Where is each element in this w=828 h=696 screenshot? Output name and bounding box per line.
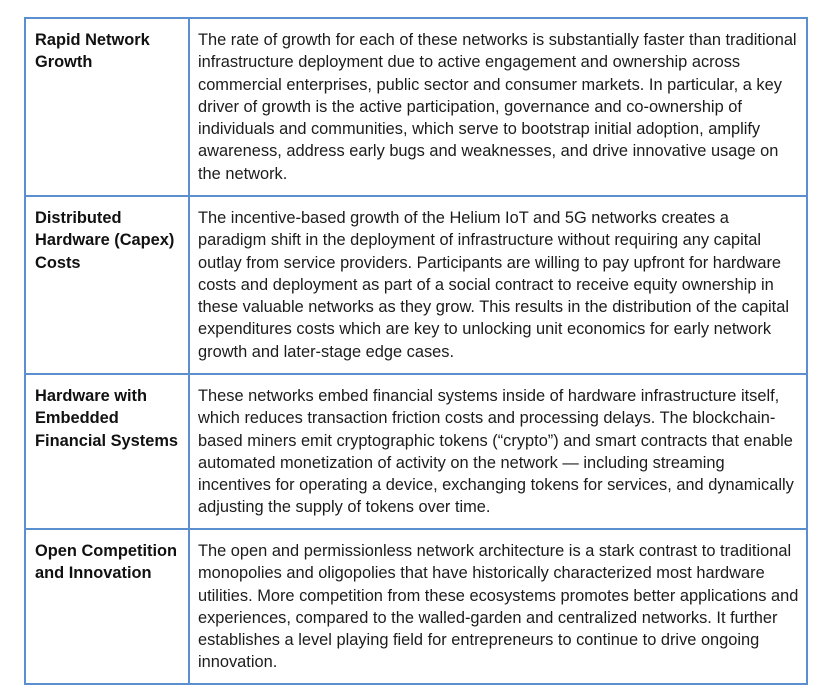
table-row [25, 18, 807, 196]
table-row [25, 374, 807, 529]
row-term-embedded-financial-systems: Hardware with Embedded Financial Systems [25, 374, 189, 529]
row-description-open-competition: The open and permissionless network architecture is a stark contrast to traditional monopolies and oligopolies that have historically characterized most hardware utilities. More competition from these ecosystems promotes better applications and experiences, compared to the walled-garden and centralized networks. It further establishes a level playing field for entrepreneurs to continue to drive ongoing innovation. [189, 529, 807, 684]
row-term-rapid-network-growth: Rapid Network Growth [25, 18, 189, 196]
row-term-distributed-hardware-costs: Distributed Hardware (Capex) Costs [25, 196, 189, 374]
row-description-distributed-hardware-costs: The incentive-based growth of the Helium IoT and 5G networks creates a paradigm shift in the deployment of infrastructure without requiring any capital outlay from service providers. Participants are willing to pay upfront for hardware costs and deployment as part of a social contract to receive equity ownership in these valuable networks as they grow. This results in the distribution of the capital expenditures costs which are key to unlocking unit economics for early network growth and later-stage edge cases. [189, 196, 807, 374]
benefits-table-container [24, 17, 808, 685]
benefits-table [24, 17, 808, 685]
table-row [25, 196, 807, 374]
row-description-embedded-financial-systems: These networks embed financial systems inside of hardware infrastructure itself, which reduces transaction friction costs and processing delays. The blockchain-based miners emit cryptographic tokens (“crypto”) and smart contracts that enable automated monetization of activity on the network — including streaming incentives for operating a device, exchanging tokens for services, and dynamically adjusting the supply of tokens over time. [189, 374, 807, 529]
row-term-open-competition: Open Competition and Innovation [25, 529, 189, 684]
row-description-rapid-network-growth: The rate of growth for each of these networks is substantially faster than traditional infrastructure deployment due to active engagement and ownership across commercial enterprises, public sector and consumer markets. In particular, a key driver of growth is the active participation, governance and co-ownership of individuals and communities, which serve to bootstrap initial adoption, amplify awareness, address early bugs and weaknesses, and drive innovative usage on the network. [189, 18, 807, 196]
table-row [25, 529, 807, 684]
